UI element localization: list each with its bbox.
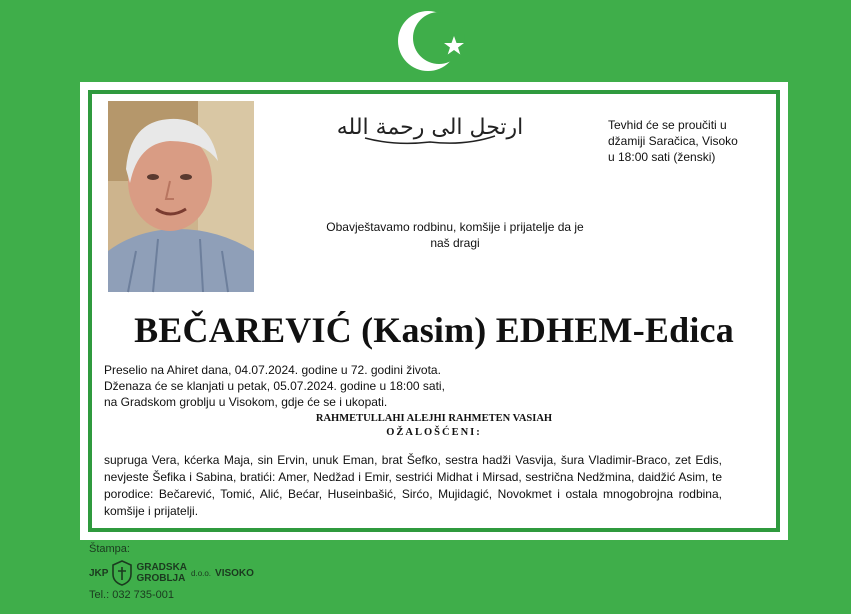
details-line: Dženaza će se klanjati u petak, 05.07.2024. godine u 18:00 sati, bbox=[104, 379, 445, 393]
details-line: Preselio na Ahiret dana, 04.07.2024. godine u 72. godini života. bbox=[104, 363, 441, 377]
details-line: na Gradskom groblju u Visokom, gdje će se i ukopati. bbox=[104, 395, 388, 409]
logo-line: GRADSKA bbox=[136, 562, 188, 573]
logo-city: VISOKO bbox=[215, 567, 254, 579]
calligraphy-inna-lillahi bbox=[336, 98, 524, 150]
shield-logo-icon bbox=[112, 560, 132, 586]
intro-line: Obavještavamo rodbinu, komšije i prijatelje da je bbox=[326, 220, 584, 234]
logo-company bbox=[136, 562, 187, 584]
logo-doo: d.o.o. bbox=[191, 568, 212, 578]
tevhid-line: Tevhid će se proučiti u bbox=[608, 118, 727, 132]
logo-line: GROBLJA bbox=[136, 573, 186, 584]
portrait-photo bbox=[108, 101, 254, 292]
phone-number: Tel.: 032 735-001 bbox=[89, 589, 175, 601]
company-logo bbox=[89, 558, 254, 588]
printer-label: Štampa: bbox=[89, 543, 130, 555]
tevhid-line: u 18:00 sati (ženski) bbox=[608, 150, 716, 164]
mourners-title: OŽALOŠĆENI: bbox=[386, 427, 482, 438]
prayer-verse: RAHMETULLAHI ALEJHI RAHMETEN VASIAH bbox=[315, 413, 553, 424]
svg-text:ارتحل الى رحمة الله: ارتحل الى رحمة الله bbox=[336, 115, 524, 140]
funeral-details bbox=[104, 362, 504, 410]
intro-line: naš dragi bbox=[430, 236, 480, 250]
logo-jkp: JKP bbox=[89, 567, 109, 579]
tevhid-notice bbox=[608, 117, 768, 165]
intro-text bbox=[300, 219, 610, 251]
mourners-list: supruga Vera, kćerka Maja, sin Ervin, unuk Eman, brat Šefko, sestra hadži Vasvija, šura Vladimir-Braco, zet Edis, nevjeste Šefika i Sabina, bratići: Amer, Nedžad i Emir, sestrići Midhat i Mirsad, sestrična Nedžmina, daidžić Asim, te porodice: Bečarević, Tomić, Alić, Bećar, Huseinbašić, Sirćo, Mujidagić, Novokmet i ostala mnogobrojna rodbina, komšije i prijatelji. bbox=[104, 453, 722, 518]
crescent-star-icon bbox=[398, 8, 464, 74]
tevhid-line: džamiji Saračica, Visoko bbox=[608, 134, 738, 148]
deceased-name: BEČAREVIĆ (Kasim) EDHEM-Edica bbox=[134, 310, 734, 350]
